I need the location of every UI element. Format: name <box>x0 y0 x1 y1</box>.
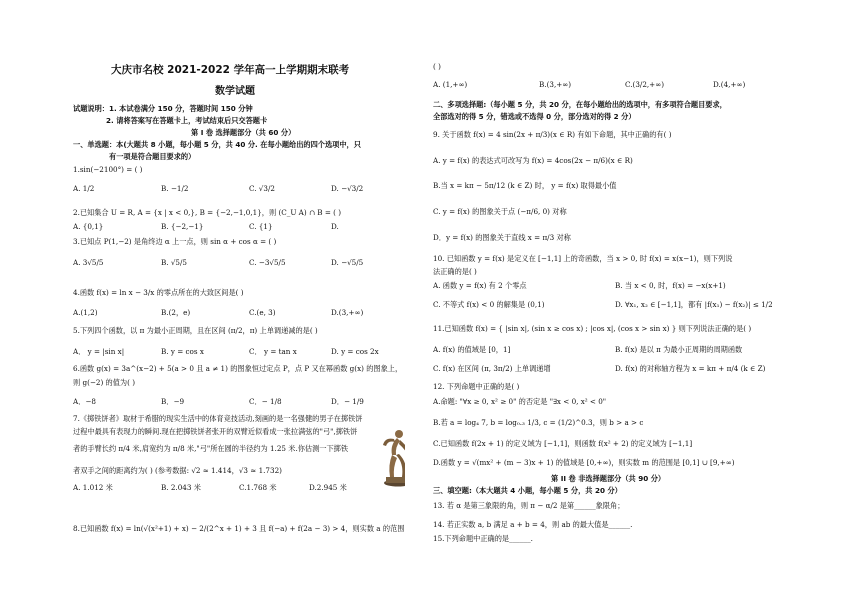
option-c: C． y = tan x <box>249 347 297 356</box>
option-a: A．−8 <box>73 397 96 406</box>
option-d: D．− 1/9 <box>331 397 364 406</box>
option-a: A. 1.012 米 <box>73 483 113 492</box>
option-b: B. √5/5 <box>161 258 187 267</box>
option-c: C. √3/2 <box>249 184 275 193</box>
part-1-instructions: 一、单选题：本(大题共 8 小题，每小题 5 分，共 40 分. 在每小题给出的四个选项中，只 <box>73 140 361 149</box>
question-8-cont: ( ) <box>433 62 441 71</box>
option-b: B.(2，e) <box>161 308 191 317</box>
question-15: 15.下列命题中正确的是______. <box>433 534 533 543</box>
option-d: D. <box>331 222 339 231</box>
option-d: D.(3,+∞) <box>331 308 364 317</box>
question-9: 9. 关于函数 f(x) = 4 sin(2x + π/3)(x ∈ R) 有如下命题，其中正确的有( ) <box>433 130 672 139</box>
option-c: C．− 1/8 <box>249 397 282 406</box>
exam-note-1: 试题说明：1. 本试卷满分 150 分，答题时间 150 分钟 <box>73 104 253 113</box>
question-3: 3.已知点 P(1,−2) 是角终边 α 上一点，则 sin α + cos α = ( ) <box>73 237 277 246</box>
question-1: 1.sin(−2100°) = ( ) <box>73 165 143 174</box>
option-d: D.2.945 米 <box>309 483 347 492</box>
question-6-cont: 则 g(−2) 的值为( ) <box>73 378 136 387</box>
question-9-option-a: A. y = f(x) 的表达式可改写为 f(x) = 4cos(2x − π/6)(x ∈ R) <box>433 156 633 165</box>
left-column <box>73 0 405 607</box>
question-11-option-c: C. f(x) 在区间 (π, 3π/2) 上单调递增 <box>433 364 551 373</box>
question-4: 4.函数 f(x) = ln x − 3/x 的零点所在的大致区间是( ) <box>73 288 244 297</box>
question-10-option-b: B. 当 x < 0, 时，f(x) = −x(x+1) <box>615 281 726 290</box>
question-10-option-a: A. 函数 y = f(x) 有 2 个零点 <box>433 281 527 290</box>
question-5: 5.下列四个函数，以 π 为最小正周期，且在区间 (π/2，π) 上单调递减的是( ) <box>73 326 318 335</box>
question-7-cont-3: 者双手之间的距离约为( ) (参考数据: √2 ≈ 1.414，√3 ≈ 1.732) <box>73 466 282 475</box>
question-12: 12. 下列命题中正确的是( ) <box>433 382 520 391</box>
question-9-option-d: D．y = f(x) 的图象关于直线 x = π/3 对称 <box>433 233 571 242</box>
discus-thrower-statue-icon <box>380 425 405 487</box>
part-2-instructions-cont: 全部选对的得 5 分，错选或不选得 0 分，部分选对的得 2 分） <box>433 112 636 121</box>
option-a: A.(1,2) <box>73 308 98 317</box>
question-13: 13. 若 α 是第三象限的角，则 π − α/2 是第______象限角； <box>433 501 625 510</box>
option-a: A. (1,+∞) <box>433 80 468 89</box>
option-d: D. −√3/2 <box>331 184 364 193</box>
section-1-heading: 第 I 卷 选择题部分（共 60 分） <box>191 128 296 137</box>
question-6: 6.函数 g(x) = 3a^(x−2) + 5(a > 0 且 a ≠ 1) 的图象恒过定点 P，点 P 又在幂函数 g(x) 的图象上， <box>73 364 403 373</box>
option-a: A. {0,1} <box>73 222 104 231</box>
question-12-option-c: C.已知函数 f(2x + 1) 的定义域为 [−1,1]，则函数 f(x² + 2) 的定义域为 [−1,1] <box>433 439 693 448</box>
option-d: D. y = cos 2x <box>331 347 379 356</box>
part-2-instructions: 二、多项选择题:（每小题 5 分，共 20 分，在每小题给出的选项中，有多项符合题目要求， <box>433 100 727 109</box>
question-11-option-b: B. f(x) 是以 π 为最小正周期的周期函数 <box>615 345 743 354</box>
option-c: C.1.768 米 <box>239 483 277 492</box>
question-10-option-d: D. ∀x₁, x₂ ∈ [−1,1]，都有 |f(x₁) − f(x₂)| ≤ 1/2 <box>615 300 773 309</box>
option-b: B. 2.043 米 <box>161 483 201 492</box>
option-c: C. −3√5/5 <box>249 258 286 267</box>
question-9-option-b: B.当 x = kπ − 5π/12 (k ∈ Z) 时， y = f(x) 取得最小值 <box>433 181 617 190</box>
part-3-instructions: 三、填空题:（本大题共 4 小题，每小题 5 分，共 20 分） <box>433 486 622 495</box>
exam-subtitle: 数学试题 <box>215 86 255 97</box>
question-7-cont-1: 过程中最具有表现力的瞬间.现在把掷铁饼者张开的双臂近似看成一张拉满弦的"弓",掷铁饼 <box>73 427 358 436</box>
question-2: 2.已知集合 U = R, A = {x | x < 0,}, B = {−2,−1,0,1}，则 (C_U A) ∩ B = ( ) <box>73 208 342 217</box>
question-14: 14. 若正实数 a, b 满足 a + b = 4，则 ab 的最大值是______. <box>433 520 633 529</box>
question-11: 11.已知函数 f(x) = { |sin x|, (sin x ≥ cos x) ; |cos x|, (cos x > sin x) } 则下列说法正确的是( ) <box>433 324 752 333</box>
section-2-heading: 第 II 卷 非选择题部分（共 90 分） <box>551 474 666 483</box>
question-10-cont: 法正确的是( ) <box>433 267 477 276</box>
option-d: D.(4,+∞) <box>713 80 746 89</box>
question-7: 7.《掷铁饼者》取材于希腊的现实生活中的体育竞技活动,刻画的是一名强健的男子在掷铁饼 <box>73 414 363 423</box>
question-12-option-d: D.函数 y = √(mx² + (m − 3)x + 1) 的值域是 [0,+∞)，则实数 m 的范围是 [0,1] ∪ [9,+∞) <box>433 458 735 467</box>
question-11-option-d: D. f(x) 的对称轴方程为 x = kπ + π/4 (k ∈ Z) <box>615 364 766 373</box>
question-7-cont-2: 者的手臂长约 π/4 米,肩宽约为 π/8 米,"弓"所在圆的半径约为 1.25 米.你估测一下掷铁 <box>73 444 349 453</box>
option-b: B. {−2,−1} <box>161 222 204 231</box>
question-12-option-b: B.若 a = log₄ 7, b = log₀.₃ 1/3, c = (1/2)^0.3，则 b > a > c <box>433 418 644 427</box>
exam-note-2: 2. 请将答案写在答题卡上，考试结束后只交答题卡 <box>106 116 268 125</box>
option-c: C. {1} <box>249 222 273 231</box>
option-c: C.(e, 3) <box>249 308 276 317</box>
option-b: B.(3,+∞) <box>539 80 572 89</box>
question-11-option-a: A. f(x) 的值域是 [0，1] <box>433 345 511 354</box>
question-9-option-c: C. y = f(x) 的图象关于点 (−π/6, 0) 对称 <box>433 207 567 216</box>
option-a: A. 1/2 <box>73 184 95 193</box>
option-b: B. −1/2 <box>161 184 189 193</box>
option-b: B. y = cos x <box>161 347 204 356</box>
question-10: 10. 已知函数 y = f(x) 是定义在 [−1,1] 上的奇函数，当 x > 0, 时 f(x) = x(x−1)，则下列说 <box>433 254 733 263</box>
option-c: C.(3/2,+∞) <box>625 80 664 89</box>
option-a: A． y = |sin x| <box>73 347 125 356</box>
option-b: B．−9 <box>161 397 185 406</box>
question-8: 8.已知函数 f(x) = ln(√(x²+1) + x) − 2/(2^x + 1) + 3 且 f(−a) + f(2a − 3) > 4，则实数 a 的范围 <box>73 524 405 533</box>
option-d: D. −√5/5 <box>331 258 364 267</box>
right-column <box>433 0 793 607</box>
question-12-option-a: A.命题: "∀x ≥ 0, x² ≥ 0" 的否定是 "∃x < 0, x² < 0" <box>433 397 607 406</box>
exam-title: 大庆市名校 2021-2022 学年高一上学期期末联考 <box>111 64 350 76</box>
part-1-instructions-cont: 有一项是符合题目要求的） <box>109 152 196 161</box>
question-10-option-c: C. 不等式 f(x) < 0 的解集是 (0,1) <box>433 300 545 309</box>
option-a: A. 3√5/5 <box>73 258 104 267</box>
